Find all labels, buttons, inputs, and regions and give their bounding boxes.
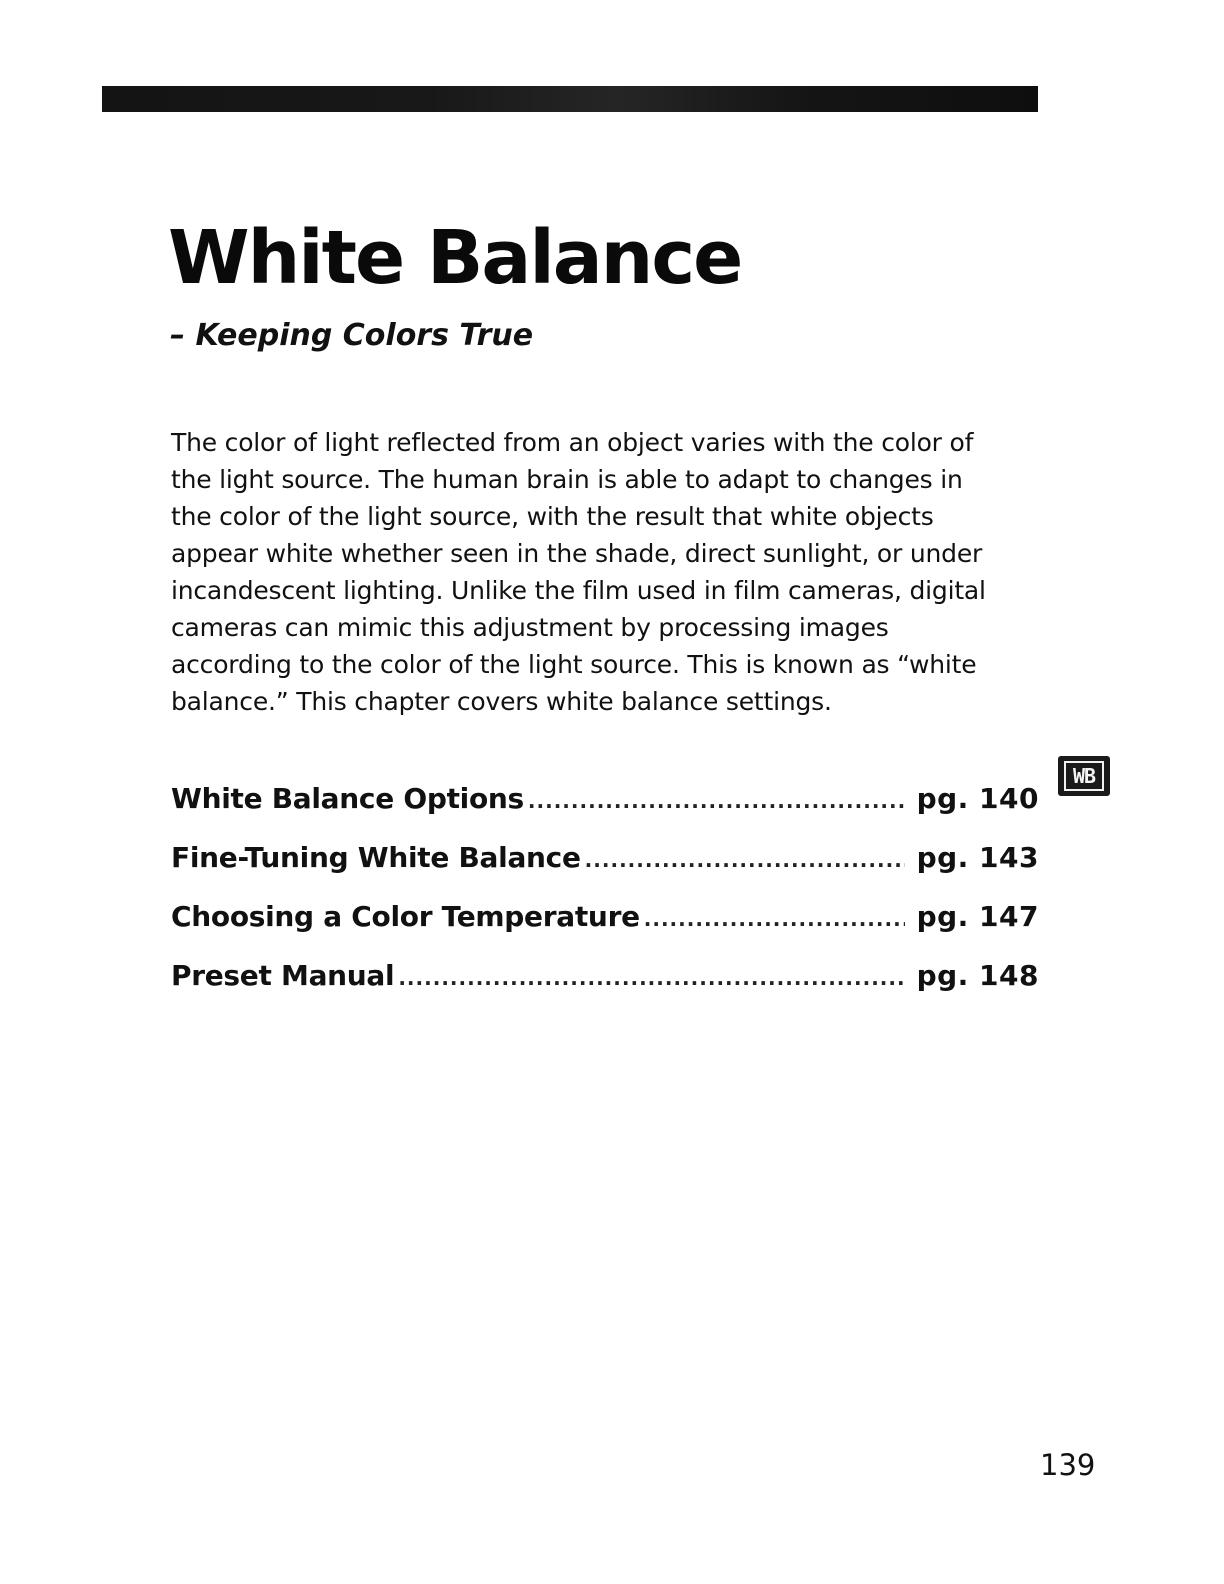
intro-line: The color of light reflected from an object varies with the color of (171, 428, 974, 457)
toc-label: White Balance Options (171, 782, 524, 815)
intro-line: balance.” This chapter covers white balance settings. (171, 687, 832, 716)
toc-leader-dots (644, 907, 905, 931)
toc-entry-preset-manual[interactable] (171, 959, 1039, 1018)
wb-tab-label: WB (1064, 761, 1104, 791)
page-number: 139 (1040, 1448, 1096, 1482)
toc-page-ref: pg. 140 (916, 782, 1039, 815)
toc-label: Preset Manual (171, 959, 395, 992)
wb-tab-icon (1058, 756, 1110, 796)
toc-page-ref: pg. 143 (916, 841, 1039, 874)
table-of-contents (171, 782, 1039, 1018)
chapter-title: White Balance (168, 215, 742, 301)
intro-line: according to the color of the light source. This is known as “white (171, 650, 977, 679)
chapter-intro (171, 424, 1051, 720)
toc-entry-white-balance-options[interactable] (171, 782, 1039, 841)
toc-leader-dots (528, 789, 905, 813)
toc-page-ref: pg. 147 (916, 900, 1039, 933)
toc-leader-dots (585, 848, 905, 872)
intro-line: appear white whether seen in the shade, direct sunlight, or under (171, 539, 983, 568)
toc-page-ref: pg. 148 (916, 959, 1039, 992)
intro-line: the color of the light source, with the result that white objects (171, 502, 934, 531)
toc-label: Choosing a Color Temperature (171, 900, 640, 933)
intro-line: incandescent lighting. Unlike the film used in film cameras, digital (171, 576, 986, 605)
header-bar-shading (102, 86, 1038, 112)
toc-entry-fine-tuning-white-balance[interactable] (171, 841, 1039, 900)
toc-leader-dots (398, 966, 904, 990)
intro-line: the light source. The human brain is able to adapt to changes in (171, 465, 963, 494)
header-bar (102, 86, 1038, 112)
toc-entry-choosing-a-color-temperature[interactable] (171, 900, 1039, 959)
chapter-subtitle: – Keeping Colors True (170, 318, 534, 353)
intro-line: cameras can mimic this adjustment by processing images (171, 613, 889, 642)
toc-label: Fine-Tuning White Balance (171, 841, 581, 874)
